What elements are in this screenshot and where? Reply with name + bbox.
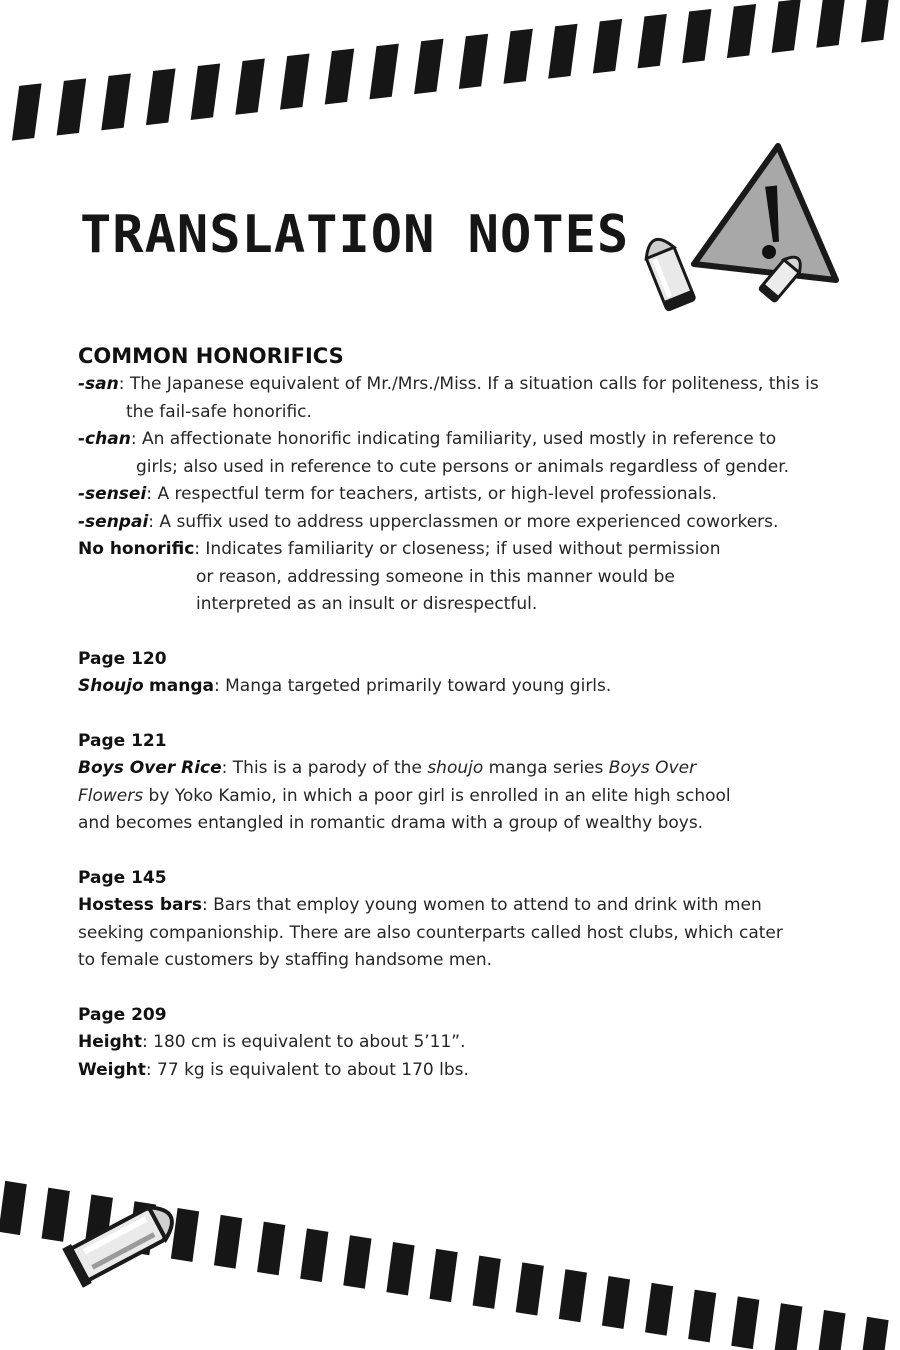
honorific-term: -sensei (78, 484, 147, 504)
page-title: TRANSLATION NOTES (80, 205, 630, 265)
note-block-page-121 (78, 728, 823, 838)
honorific-term: No honorific (78, 539, 195, 559)
tape-stripe (0, 0, 66, 1350)
bullet-icon (641, 234, 695, 310)
tape-stripe (856, 0, 900, 1350)
page-reference: Page 121 (78, 730, 167, 751)
note-text: Hostess bars: Bars that employ young women to attend to and drink with men seeking companionship. There are also counterparts called host clubs, which cater to female customers by staffing handsome men. (78, 895, 783, 970)
note-block-page-145 (78, 865, 823, 975)
note-text: Shoujo manga: Manga targeted primarily toward young girls. (78, 676, 612, 696)
notes-content (78, 342, 823, 1084)
honorific-entry-senpai: -senpai: A suffix used to address upperclassmen or more experienced coworkers. (78, 511, 779, 532)
note-block-page-120 (78, 646, 823, 701)
tape-stripe (856, 0, 900, 1350)
honorific-entry-none: No honorific: Indicates familiarity or closeness; if used without permission or reason, addressing someone in this manner would be interpreted as an insult or disrespectful. (78, 539, 721, 614)
note-block-page-209 (78, 1002, 823, 1085)
honorific-entry-sensei: -sensei: A respectful term for teachers, artists, or high-level professionals. (78, 484, 717, 504)
note-text-weight: Weight: 77 kg is equivalent to about 170 lbs. (78, 1059, 469, 1080)
honorific-term: -senpai (78, 511, 149, 532)
page-reference: Page 209 (78, 1004, 167, 1025)
note-text: Boys Over Rice: This is a parody of the shoujo manga series Boys Over Flowers by Yoko Kamio, in which a poor girl is enrolled in an elite high school and becomes entangled in romantic drama with a group of wealthy boys. (78, 758, 731, 833)
honorific-definition: Indicates familiarity or closeness; if used without permission or reason, addressing someone in this manner would be interpreted as an insult or disrespectful. (196, 539, 721, 614)
tape-stripe (0, 0, 66, 1350)
honorific-term: -san (78, 374, 119, 394)
honorific-definition: A respectful term for teachers, artists, or high-level professionals. (157, 484, 717, 504)
tape-stripe (0, 0, 22, 1350)
section-heading-honorifics: COMMON HONORIFICS (78, 344, 344, 368)
warning-sign-icon (630, 140, 845, 320)
honorific-definition: The Japanese equivalent of Mr./Mrs./Miss. If a situation calls for politeness, this is the fail-safe honorific. (126, 374, 819, 422)
honorific-entry-chan: -chan: An affectionate honorific indicating familiarity, used mostly in reference to girls; also used in reference to cute persons or animals regardless of gender. (78, 429, 790, 477)
tape-stripe (0, 0, 22, 1350)
page-reference: Page 120 (78, 648, 167, 669)
honorific-definition: An affectionate honorific indicating familiarity, used mostly in reference to girls; also used in reference to cute persons or animals regardless of gender. (136, 429, 790, 477)
honorific-entry-san: -san: The Japanese equivalent of Mr./Mrs./Miss. If a situation calls for politeness, this is the fail-safe honorific. (78, 374, 819, 422)
bullet-icon (52, 1190, 192, 1295)
honorific-term: -chan (78, 429, 131, 449)
honorific-definition: A suffix used to address upperclassmen or more experienced coworkers. (159, 511, 779, 532)
page-reference: Page 145 (78, 867, 167, 888)
note-text-height: Height: 180 cm is equivalent to about 5’11”. (78, 1032, 466, 1052)
